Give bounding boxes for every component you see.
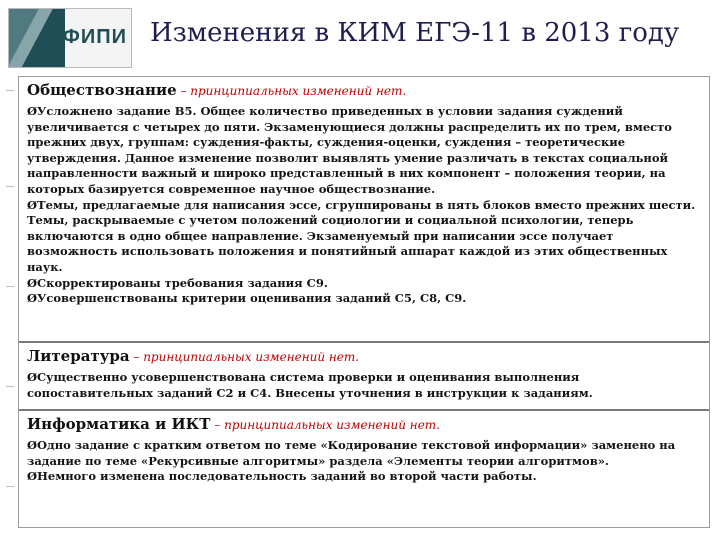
section-social-studies — [19, 77, 709, 343]
item-text: Немного изменена последовательность заданий во второй части работы. — [37, 469, 537, 484]
arrow-bullet-icon: Ø — [27, 469, 38, 484]
section-header — [27, 80, 703, 101]
content-panel — [18, 76, 710, 528]
list-item — [27, 198, 703, 276]
subject-separator: – — [210, 418, 225, 432]
arrow-bullet-icon: Ø — [27, 291, 38, 306]
left-edge-decoration — [2, 90, 16, 530]
list-item — [27, 276, 703, 292]
section-header — [27, 346, 703, 367]
arrow-bullet-icon: Ø — [27, 197, 38, 212]
item-text: Темы, предлагаемые для написания эссе, сгруппированы в пять блоков вместо прежних шести. Темы, раскрываемые с учетом положений социологии и социальной психологии, теперь включаются в одно общее направление. Экзаменуемый при написании эссе получает возможность использовать положения и понятийный аппарат каждой из этих общественных наук. — [27, 197, 696, 274]
arrow-bullet-icon: Ø — [27, 275, 38, 290]
subject-separator: – — [176, 84, 191, 98]
subject-name: Обществознание — [27, 81, 177, 99]
list-item — [27, 469, 703, 485]
subject-note: принципиальных изменений нет. — [224, 418, 440, 432]
list-item — [27, 438, 703, 469]
item-text: Скорректированы требования задания С9. — [37, 275, 328, 290]
slide-title: Изменения в КИМ ЕГЭ-11 в 2013 году — [150, 18, 680, 48]
subject-note: принципиальных изменений нет. — [143, 350, 360, 364]
subject-note: принципиальных изменений нет. — [190, 84, 407, 98]
arrow-bullet-icon: Ø — [27, 438, 38, 452]
section-informatics — [19, 411, 709, 525]
item-text: Усовершенствованы критерии оценивания заданий С5, С8, С9. — [37, 291, 467, 306]
arrow-bullet-icon: Ø — [27, 104, 38, 118]
item-text: Усложнено задание В5. Общее количество приведенных в условии задания суждений увеличивается с четырех до пяти. Экзаменующиеся должны распределить их по трем, вместо прежних двух, группам: суждения-факты, суждения-оценки, суждения – теоретические утверждения. Данное изменение позволит выявлять умение различать в текстах социальной направленности важный и широко представленный в них компонент – положения теории, на которых базируется современное научное обществознание. — [27, 104, 672, 196]
subject-name: Литература — [27, 347, 130, 365]
subject-separator: – — [129, 350, 144, 364]
section-header — [27, 414, 703, 435]
item-text: Одно задание с кратким ответом по теме «Кодирование текстовой информации» заменено на задание по теме «Рекурсивные алгоритмы» раздела «Элементы теории алгоритмов». — [27, 438, 676, 468]
list-item — [27, 291, 703, 307]
section-literature — [19, 343, 709, 411]
item-text: Существенно усовершенствована система проверки и оценивания выполнения сопоставительных заданий С2 и С4. Внесены уточнения в инструкции к заданиям. — [27, 370, 593, 400]
logo-text: ФИПИ — [62, 26, 127, 48]
arrow-bullet-icon: Ø — [27, 370, 38, 384]
fipi-logo — [8, 8, 132, 68]
list-item — [27, 370, 703, 401]
list-item — [27, 104, 703, 198]
subject-name: Информатика и ИКТ — [27, 415, 211, 433]
